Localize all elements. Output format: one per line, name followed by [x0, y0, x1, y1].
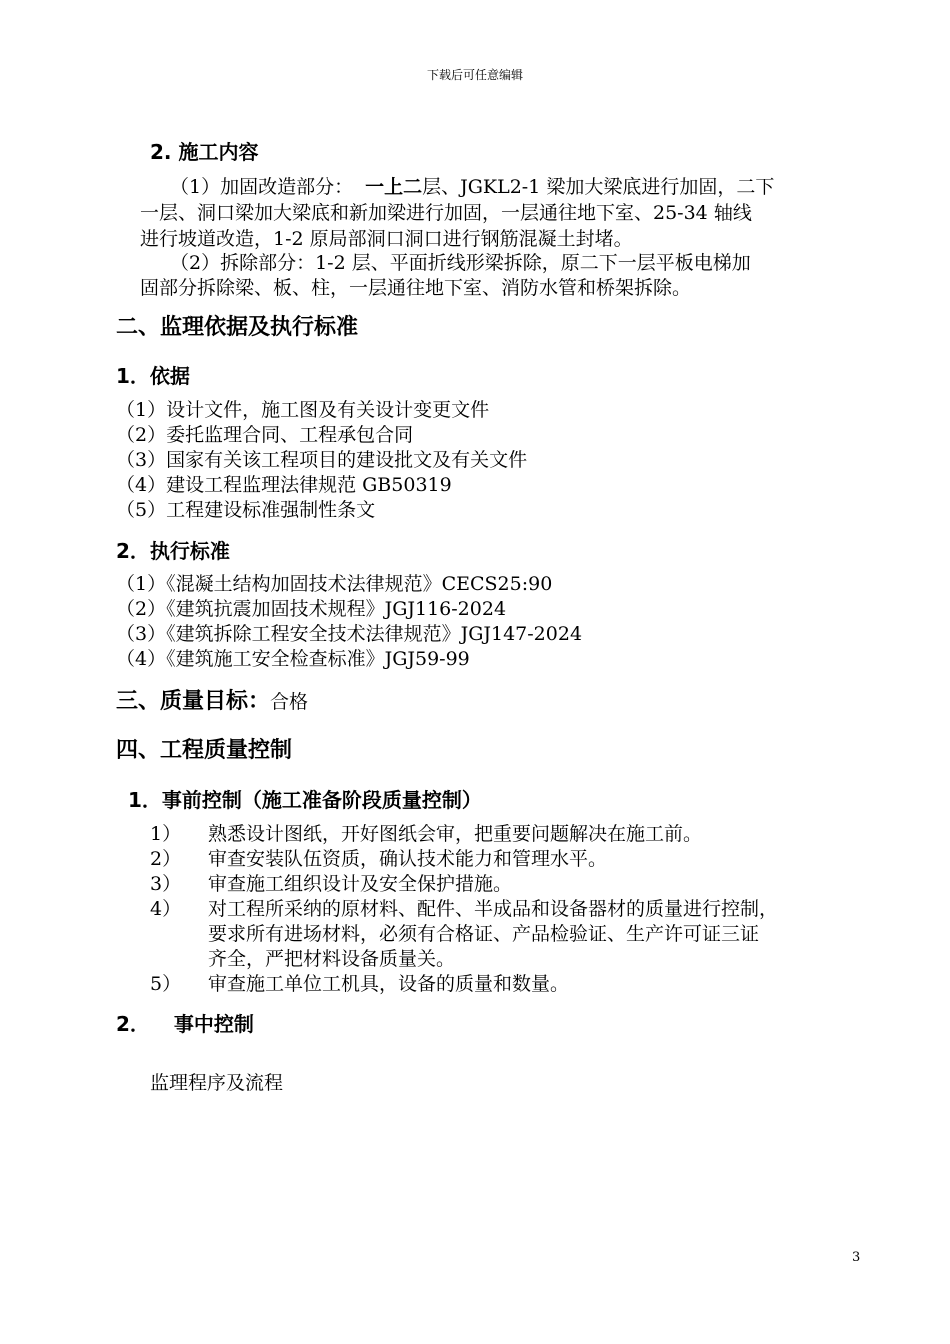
para-text: （1）加固改造部分：	[170, 176, 354, 198]
para-text: 层、JGKL2-1 梁加大梁底进行加固，二下	[422, 176, 775, 198]
list-item: （3）《建筑拆除工程安全技术法律规范》JGJ147-2024	[116, 623, 583, 645]
standards-list	[116, 572, 582, 672]
subheading-pre-control: 1．事前控制（施工准备阶段质量控制）	[128, 788, 482, 812]
item-line: 齐全，严把材料设备质量关。	[208, 948, 456, 970]
subheading-standards: 2．执行标准	[116, 539, 230, 563]
list-item: （1）《混凝土结构加固技术法律规范》CECS25:90	[116, 573, 553, 595]
list-item	[150, 847, 778, 872]
item-text: 审查安装队伍资质，确认技术能力和管理水平。	[208, 848, 608, 870]
item-text	[208, 897, 778, 972]
list-item: （1）设计文件，施工图及有关设计变更文件	[116, 399, 490, 421]
item-line: 要求所有进场材料，必须有合格证、产品检验证、生产许可证三证	[208, 923, 760, 945]
list-item	[150, 872, 778, 897]
item-text: 审查施工单位工机具，设备的质量和数量。	[208, 973, 570, 995]
process-label: 监理程序及流程	[150, 1072, 284, 1094]
paragraph-line	[170, 174, 774, 200]
page-number: 3	[852, 1250, 861, 1265]
section-heading-construction-content: 2. 施工内容	[150, 140, 259, 164]
paragraph-line: （2）拆除部分：1-2 层、平面折线形梁拆除，原二下一层平板电梯加	[170, 252, 751, 274]
item-number: 2）	[150, 848, 182, 870]
list-item: （5）工程建设标准强制性条文	[116, 499, 376, 521]
list-item: （2）《建筑抗震加固技术规程》JGJ116-2024	[116, 598, 507, 620]
basis-list	[116, 398, 527, 523]
list-item: （2）委托监理合同、工程承包合同	[116, 424, 414, 446]
quality-goal-value: 合格	[270, 691, 309, 713]
subheading-mid-control	[116, 1008, 254, 1037]
pre-control-list	[150, 822, 778, 997]
subheading-number: 2．	[116, 1012, 150, 1036]
item-text: 审查施工组织设计及安全保护措施。	[208, 873, 513, 895]
list-item: （4）《建筑施工安全检查标准》JGJ59-99	[116, 648, 470, 670]
item-text: 熟悉设计图纸，开好图纸会审，把重要问题解决在施工前。	[208, 823, 703, 845]
subheading-text: 事中控制	[173, 1012, 254, 1036]
list-item	[150, 822, 778, 847]
item-number: 4）	[150, 898, 182, 920]
list-item: （4）建设工程监理法律规范 GB50319	[116, 474, 452, 496]
section-heading-quality-control: 四、工程质量控制	[116, 738, 293, 763]
list-item	[150, 897, 778, 972]
paragraph-line: 固部分拆除梁、板、柱，一层通往地下室、消防水管和桥架拆除。	[140, 277, 692, 299]
list-item: （3）国家有关该工程项目的建设批文及有关文件	[116, 449, 528, 471]
paragraph-line: 一层、洞口梁加大梁底和新加梁进行加固，一层通往地下室、25-34 轴线	[140, 202, 752, 224]
para-bold-text: 一上二	[365, 176, 423, 198]
page-header: 下载后可任意编辑	[426, 68, 523, 82]
quality-goal-label: 三、质量目标：	[116, 689, 271, 714]
item-number: 1）	[150, 823, 182, 845]
paragraph-line: 进行坡道改造，1-2 原局部洞口洞口进行钢筋混凝土封堵。	[140, 228, 633, 250]
section-heading-basis-standards: 二、监理依据及执行标准	[116, 315, 359, 340]
item-line: 对工程所采纳的原材料、配件、半成品和设备器材的质量进行控制，	[208, 898, 779, 920]
subheading-basis: 1．依据	[116, 364, 190, 388]
list-item	[150, 972, 778, 997]
item-number: 3）	[150, 873, 182, 895]
item-number: 5）	[150, 973, 182, 995]
section-heading-quality-goal	[116, 684, 308, 715]
